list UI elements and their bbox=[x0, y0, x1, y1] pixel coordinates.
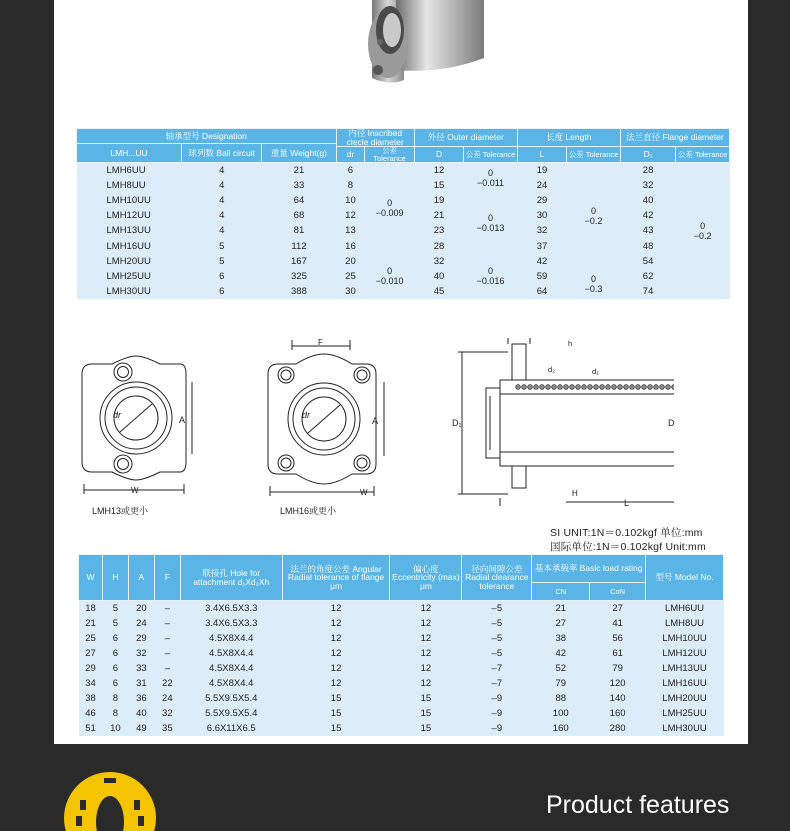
cell-W: 18 bbox=[79, 601, 103, 616]
cell-CN: 27 bbox=[532, 616, 590, 631]
tol-L-a bbox=[567, 163, 621, 269]
tol-dr-b bbox=[365, 254, 414, 300]
dr: 30 bbox=[336, 284, 365, 299]
tol-bot: −0.011 bbox=[476, 177, 505, 188]
weight: 388 bbox=[262, 284, 336, 299]
cell-rad: –5 bbox=[462, 601, 532, 616]
header-D1-tol: 公差 Tolerance bbox=[676, 147, 730, 163]
cell-H: 6 bbox=[102, 676, 128, 691]
D: 15 bbox=[414, 178, 463, 193]
cell-ecc: 12 bbox=[390, 661, 462, 676]
header-F: F bbox=[154, 555, 180, 601]
bearing-photo bbox=[312, 0, 492, 88]
cell-CoN: 160 bbox=[590, 706, 646, 721]
ball: 4 bbox=[182, 223, 262, 238]
drawing-section bbox=[448, 334, 674, 514]
tol-top: 0 bbox=[387, 266, 393, 277]
cell-A: 24 bbox=[128, 616, 154, 631]
ball: 4 bbox=[182, 193, 262, 208]
table-row bbox=[79, 631, 724, 646]
cell-CN: 160 bbox=[532, 721, 590, 736]
table-row bbox=[79, 721, 724, 736]
D: 23 bbox=[414, 223, 463, 238]
ball: 5 bbox=[182, 254, 262, 269]
dr: 6 bbox=[336, 163, 365, 178]
D1: 32 bbox=[620, 178, 676, 193]
D: 19 bbox=[414, 193, 463, 208]
label-D1: D₁ bbox=[452, 418, 462, 428]
tol-top: 0 bbox=[488, 266, 494, 277]
cell-F: 24 bbox=[154, 691, 180, 706]
L: 24 bbox=[517, 178, 566, 193]
header-A: A bbox=[128, 555, 154, 601]
table-row bbox=[79, 676, 724, 691]
cell-rad: –5 bbox=[462, 616, 532, 631]
dr: 10 bbox=[336, 193, 365, 208]
L: 42 bbox=[517, 254, 566, 269]
header-load: 基本承载率 Basic load rating bbox=[532, 555, 646, 583]
model: LMH10UU bbox=[77, 193, 182, 208]
cell-ang: 15 bbox=[282, 721, 390, 736]
cell-CoN: 41 bbox=[590, 616, 646, 631]
cell-model: LMH10UU bbox=[646, 631, 724, 646]
cell-rad: –7 bbox=[462, 676, 532, 691]
dr: 13 bbox=[336, 223, 365, 238]
caption-lmh16: LMH16或更小 bbox=[280, 506, 337, 516]
cell-CN: 21 bbox=[532, 601, 590, 616]
cell-ecc: 12 bbox=[390, 676, 462, 691]
label-L: L bbox=[624, 498, 630, 508]
cell-model: LMH6UU bbox=[646, 601, 724, 616]
tol-D1 bbox=[676, 163, 730, 300]
cell-CoN: 27 bbox=[590, 601, 646, 616]
cell-CoN: 120 bbox=[590, 676, 646, 691]
cell-H: 8 bbox=[102, 706, 128, 721]
header-D-tol: 公差 Tolerance bbox=[464, 147, 518, 163]
label-dr: dr bbox=[302, 410, 311, 420]
D1: 42 bbox=[620, 208, 676, 223]
cell-ang: 12 bbox=[282, 601, 390, 616]
cell-F: – bbox=[154, 631, 180, 646]
cell-H: 6 bbox=[102, 661, 128, 676]
cell-ecc: 12 bbox=[390, 616, 462, 631]
cell-model: LMH25UU bbox=[646, 706, 724, 721]
label-A: A bbox=[179, 415, 186, 425]
ball: 4 bbox=[182, 178, 262, 193]
cell-CN: 79 bbox=[532, 676, 590, 691]
tol-top: 0 bbox=[488, 167, 494, 178]
label-H: H bbox=[572, 489, 578, 498]
cell-rad: –5 bbox=[462, 631, 532, 646]
product-features-title: Product features bbox=[546, 791, 730, 819]
cell-hole: 4.5X8X4.4 bbox=[180, 676, 282, 691]
L: 64 bbox=[517, 284, 566, 299]
label-d1: d₁ bbox=[592, 367, 599, 376]
table-row bbox=[79, 691, 724, 706]
dr: 8 bbox=[336, 178, 365, 193]
D: 45 bbox=[414, 284, 463, 299]
cell-CN: 42 bbox=[532, 646, 590, 661]
weight: 81 bbox=[262, 223, 336, 238]
header-flange: 法兰直径 Flange diameter bbox=[620, 129, 729, 147]
cell-model: LMH16UU bbox=[646, 676, 724, 691]
label-h: h bbox=[568, 339, 573, 348]
D1: 54 bbox=[620, 254, 676, 269]
cell-ecc: 12 bbox=[390, 631, 462, 646]
cell-A: 49 bbox=[128, 721, 154, 736]
header-ball: 球列数 Ball circuit bbox=[182, 144, 262, 163]
cell-H: 6 bbox=[102, 631, 128, 646]
weight: 68 bbox=[262, 208, 336, 223]
header-CoN: CoN bbox=[590, 583, 646, 601]
header-W: W bbox=[79, 555, 103, 601]
cell-CN: 88 bbox=[532, 691, 590, 706]
cell-W: 21 bbox=[79, 616, 103, 631]
cell-rad: –9 bbox=[462, 691, 532, 706]
label-W: W bbox=[360, 488, 368, 497]
header-hole: 联接孔 Hole for attachment d₁Xd₂Xh bbox=[180, 555, 282, 601]
header-inscribed: 内径 Inscribed clecle diameter bbox=[336, 129, 414, 147]
header-length: 长度 Length bbox=[517, 129, 620, 147]
cell-ecc: 12 bbox=[390, 646, 462, 661]
label-W: W bbox=[131, 486, 139, 495]
model: LMH8UU bbox=[77, 178, 182, 193]
ball: 4 bbox=[182, 163, 262, 178]
tol-top: 0 bbox=[590, 205, 596, 216]
cell-rad: –9 bbox=[462, 706, 532, 721]
drawing-lmh16 bbox=[262, 336, 388, 500]
header-weight: 重量 Weight(g) bbox=[262, 144, 336, 163]
D: 21 bbox=[414, 208, 463, 223]
dimension-table bbox=[76, 128, 730, 299]
cell-hole: 4.5X8X4.4 bbox=[180, 646, 282, 661]
tol-D-a bbox=[464, 163, 518, 193]
cell-hole: 6.6X11X6.5 bbox=[180, 721, 282, 736]
cell-W: 38 bbox=[79, 691, 103, 706]
unit-line-2: 国际单位:1N＝0.102kgf Unit:mm bbox=[550, 541, 706, 553]
tol-bot: −0.016 bbox=[476, 276, 505, 287]
ball: 5 bbox=[182, 238, 262, 253]
tol-bot: −0.2 bbox=[693, 231, 712, 242]
cell-model: LMH8UU bbox=[646, 616, 724, 631]
label-d2: d₂ bbox=[548, 365, 556, 374]
tol-bot: −0.3 bbox=[584, 284, 603, 294]
cell-W: 46 bbox=[79, 706, 103, 721]
cell-W: 25 bbox=[79, 631, 103, 646]
header-model: LMH...UU bbox=[77, 144, 182, 163]
cell-model: LMH30UU bbox=[646, 721, 724, 736]
cell-A: 40 bbox=[128, 706, 154, 721]
header-CN: CN bbox=[532, 583, 590, 601]
header-L-tol: 公差 Tolerance bbox=[567, 147, 621, 163]
D: 28 bbox=[414, 238, 463, 253]
table-row bbox=[77, 163, 730, 178]
cell-hole: 4.5X8X4.4 bbox=[180, 661, 282, 676]
cell-CN: 100 bbox=[532, 706, 590, 721]
label-A: A bbox=[372, 416, 379, 426]
mounting-table bbox=[78, 554, 724, 736]
D1: 28 bbox=[620, 163, 676, 178]
D: 40 bbox=[414, 269, 463, 284]
unit-line-1: SI UNIT:1N＝0.102kgf 单位:mm bbox=[550, 527, 703, 539]
header-radial: 径向间隙公差 Radial clearance tolerance bbox=[462, 555, 532, 601]
drawing-lmh13 bbox=[76, 352, 196, 500]
cell-CoN: 140 bbox=[590, 691, 646, 706]
cell-model: LMH20UU bbox=[646, 691, 724, 706]
ball: 6 bbox=[182, 269, 262, 284]
tol-bot: −0.013 bbox=[476, 223, 505, 234]
cell-ang: 12 bbox=[282, 646, 390, 661]
cell-H: 10 bbox=[102, 721, 128, 736]
model: LMH25UU bbox=[77, 269, 182, 284]
label-D: D bbox=[668, 418, 674, 428]
cell-model: LMH12UU bbox=[646, 646, 724, 661]
dr: 20 bbox=[336, 254, 365, 269]
cell-A: 20 bbox=[128, 601, 154, 616]
header-L: L bbox=[517, 147, 566, 163]
model: LMH20UU bbox=[77, 254, 182, 269]
cell-F: – bbox=[154, 601, 180, 616]
L: 37 bbox=[517, 238, 566, 253]
model: LMH30UU bbox=[77, 284, 182, 299]
cell-A: 29 bbox=[128, 631, 154, 646]
product-spec-sheet bbox=[54, 0, 748, 744]
cell-A: 36 bbox=[128, 691, 154, 706]
cell-H: 5 bbox=[102, 601, 128, 616]
header-model-no: 型号 Model No. bbox=[646, 555, 724, 601]
cell-F: 32 bbox=[154, 706, 180, 721]
cell-hole: 4.5X8X4.4 bbox=[180, 631, 282, 646]
cell-CoN: 79 bbox=[590, 661, 646, 676]
D1: 48 bbox=[620, 238, 676, 253]
cell-W: 27 bbox=[79, 646, 103, 661]
header-designation: 轴承型号 Designation bbox=[77, 129, 337, 144]
dr: 25 bbox=[336, 269, 365, 284]
cell-CoN: 61 bbox=[590, 646, 646, 661]
cell-ecc: 15 bbox=[390, 706, 462, 721]
cell-ang: 12 bbox=[282, 616, 390, 631]
dr: 16 bbox=[336, 238, 365, 253]
D1: 62 bbox=[620, 269, 676, 284]
cell-F: – bbox=[154, 661, 180, 676]
D: 12 bbox=[414, 163, 463, 178]
header-D: D bbox=[414, 147, 463, 163]
D1: 43 bbox=[620, 223, 676, 238]
header-D1: D₁ bbox=[620, 147, 676, 163]
tol-bot: −0.009 bbox=[375, 208, 404, 219]
table-row bbox=[79, 601, 724, 616]
label-F: F bbox=[318, 338, 323, 347]
caption-lmh13: LMH13或更小 bbox=[92, 506, 149, 516]
header-H: H bbox=[102, 555, 128, 601]
tol-D-b bbox=[464, 193, 518, 254]
model: LMH6UU bbox=[77, 163, 182, 178]
L: 19 bbox=[517, 163, 566, 178]
table-row bbox=[79, 616, 724, 631]
tol-bot: −0.010 bbox=[375, 276, 404, 287]
tol-bot: −0.2 bbox=[584, 215, 603, 226]
model: LMH12UU bbox=[77, 208, 182, 223]
cell-ang: 15 bbox=[282, 706, 390, 721]
tol-top: 0 bbox=[700, 220, 706, 231]
cell-A: 32 bbox=[128, 646, 154, 661]
D: 32 bbox=[414, 254, 463, 269]
table-row bbox=[79, 646, 724, 661]
tol-D-c bbox=[464, 254, 518, 300]
cell-ang: 15 bbox=[282, 691, 390, 706]
weight: 167 bbox=[262, 254, 336, 269]
cell-W: 29 bbox=[79, 661, 103, 676]
ball: 4 bbox=[182, 208, 262, 223]
cell-hole: 3.4X6.5X3.3 bbox=[180, 601, 282, 616]
table-row bbox=[79, 706, 724, 721]
cell-W: 51 bbox=[79, 721, 103, 736]
cell-H: 5 bbox=[102, 616, 128, 631]
L: 32 bbox=[517, 223, 566, 238]
cell-ecc: 12 bbox=[390, 601, 462, 616]
cell-ecc: 15 bbox=[390, 721, 462, 736]
model: LMH13UU bbox=[77, 223, 182, 238]
label-dr: dr bbox=[113, 410, 122, 420]
weight: 325 bbox=[262, 269, 336, 284]
ball: 6 bbox=[182, 284, 262, 299]
cell-H: 8 bbox=[102, 691, 128, 706]
cell-ecc: 15 bbox=[390, 691, 462, 706]
header-eccentricity: 偏心度 Eccentricity (max) μm bbox=[390, 555, 462, 601]
tol-top: 0 bbox=[590, 273, 596, 284]
tol-top: 0 bbox=[387, 197, 393, 208]
cell-A: 31 bbox=[128, 676, 154, 691]
cell-hole: 5.5X9.5X5.4 bbox=[180, 691, 282, 706]
cell-rad: –5 bbox=[462, 646, 532, 661]
header-outer: 外径 Outer diameter bbox=[414, 129, 517, 147]
tol-top: 0 bbox=[488, 212, 494, 223]
L: 29 bbox=[517, 193, 566, 208]
cell-CoN: 280 bbox=[590, 721, 646, 736]
cell-F: 22 bbox=[154, 676, 180, 691]
cell-CN: 38 bbox=[532, 631, 590, 646]
cell-rad: –7 bbox=[462, 661, 532, 676]
cell-hole: 5.5X9.5X5.4 bbox=[180, 706, 282, 721]
model: LMH16UU bbox=[77, 238, 182, 253]
header-angular: 法兰的角度公差 Angular Radial tolerance of flange μm bbox=[282, 555, 390, 601]
cell-A: 33 bbox=[128, 661, 154, 676]
cell-rad: –9 bbox=[462, 721, 532, 736]
L: 30 bbox=[517, 208, 566, 223]
cell-model: LMH13UU bbox=[646, 661, 724, 676]
D1: 74 bbox=[620, 284, 676, 299]
dr: 12 bbox=[336, 208, 365, 223]
table-row bbox=[79, 661, 724, 676]
cell-ang: 12 bbox=[282, 661, 390, 676]
weight: 64 bbox=[262, 193, 336, 208]
cell-F: 35 bbox=[154, 721, 180, 736]
tire-icon bbox=[60, 770, 160, 831]
weight: 33 bbox=[262, 178, 336, 193]
L: 59 bbox=[517, 269, 566, 284]
cell-CN: 52 bbox=[532, 661, 590, 676]
header-dr: dr bbox=[336, 147, 365, 163]
cell-F: – bbox=[154, 646, 180, 661]
tol-L-b bbox=[567, 269, 621, 299]
cell-ang: 12 bbox=[282, 631, 390, 646]
cell-H: 6 bbox=[102, 646, 128, 661]
cell-W: 34 bbox=[79, 676, 103, 691]
cell-ang: 12 bbox=[282, 676, 390, 691]
cell-hole: 3.4X6.5X3.3 bbox=[180, 616, 282, 631]
cell-CoN: 56 bbox=[590, 631, 646, 646]
weight: 112 bbox=[262, 238, 336, 253]
weight: 21 bbox=[262, 163, 336, 178]
cell-F: – bbox=[154, 616, 180, 631]
D1: 40 bbox=[620, 193, 676, 208]
table-row bbox=[77, 254, 730, 269]
tol-dr-a bbox=[365, 163, 414, 254]
header-dr-tol: 公差 Tolerance bbox=[365, 147, 414, 163]
